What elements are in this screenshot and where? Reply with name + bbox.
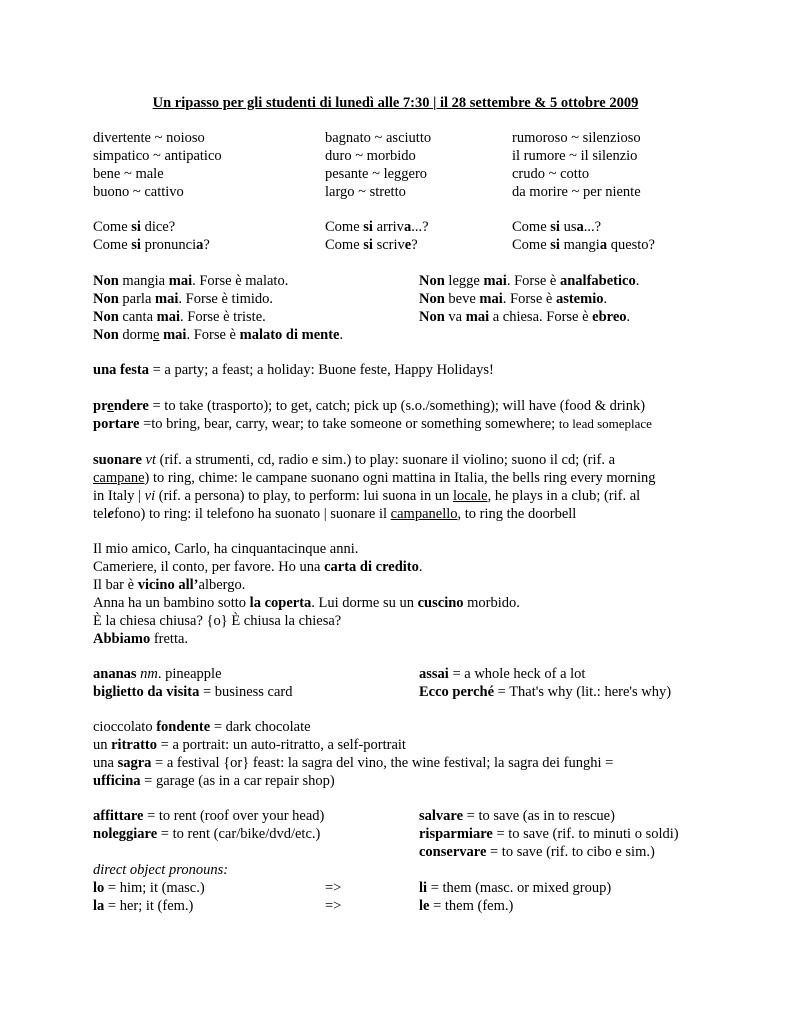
- sentence: Il bar è vicino all’albergo.: [93, 577, 246, 593]
- vocab-entry: una sagra = a festival {or} feast: la sagra del vino, the wine festival; la sagra dei funghi =: [93, 755, 614, 771]
- arrow-symbol: =>: [325, 880, 342, 896]
- sentence: È la chiesa chiusa? {o} È chiusa la chiesa?: [93, 613, 342, 629]
- non-mai-line: Non beve mai. Forse è astemio.: [419, 291, 608, 307]
- come-si-line: Come si pronuncia?: [93, 237, 210, 253]
- non-mai-line: Non legge mai. Forse è analfabetico.: [419, 273, 640, 289]
- come-si-line: Come si usa...?: [512, 219, 602, 235]
- antonym-pair: rumoroso ~ silenzioso: [512, 130, 641, 146]
- verb-entry: conservare = to save (rif. to cibo e sim.): [419, 844, 655, 860]
- non-mai-line: Non va mai a chiesa. Forse è ebreo.: [419, 309, 631, 325]
- antonym-pair: crudo ~ cotto: [512, 166, 590, 182]
- antonym-pair: da morire ~ per niente: [512, 184, 641, 200]
- vocab-entry: cioccolato fondente = dark chocolate: [93, 719, 311, 735]
- vocab-entry: biglietto da visita = business card: [93, 684, 293, 700]
- non-mai-line: Non mangia mai. Forse è malato.: [93, 273, 289, 289]
- come-si-line: Come si mangia questo?: [512, 237, 655, 253]
- verb-entry: salvare = to save (as in to rescue): [419, 808, 615, 824]
- arrow-symbol: =>: [325, 898, 342, 914]
- page-title: Un ripasso per gli studenti di lunedì alle 7:30 | il 28 settembre & 5 ottobre 2009: [152, 95, 639, 111]
- verb-entry: affittare = to rent (roof over your head): [93, 808, 325, 824]
- antonym-pair: il rumore ~ il silenzio: [512, 148, 638, 164]
- suonare-line: telefono) to ring: il telefono ha suonato | suonare il campanello, to ring the doorbell: [93, 506, 577, 522]
- non-mai-line: Non canta mai. Forse è triste.: [93, 309, 266, 325]
- verb-entry: noleggiare = to rent (car/bike/dvd/etc.): [93, 826, 321, 842]
- sentence: Cameriere, il conto, per favore. Ho una carta di credito.: [93, 559, 423, 575]
- verb-entry: risparmiare = to save (rif. to minuti o soldi): [419, 826, 679, 842]
- pronoun-entry: la = her; it (fem.): [93, 898, 194, 914]
- vocab-entry: ufficina = garage (as in a car repair shop): [93, 773, 335, 789]
- festa-definition: una festa = a party; a feast; a holiday: Buone feste, Happy Holidays!: [93, 362, 494, 378]
- come-si-line: Come si dice?: [93, 219, 176, 235]
- antonym-pair: pesante ~ leggero: [325, 166, 428, 182]
- vocab-entry: assai = a whole heck of a lot: [419, 666, 586, 682]
- suonare-line: suonare vt (rif. a strumenti, cd, radio e sim.) to play: suonare il violino; suono il cd; (rif. a: [93, 452, 616, 468]
- sentence: Abbiamo fretta.: [93, 631, 189, 647]
- vocab-entry: Ecco perché = That's why (lit.: here's why): [419, 684, 672, 700]
- suonare-line: in Italy | vi (rif. a persona) to play, to perform: lui suona in un locale, he plays in a club; (rif. al: [93, 488, 641, 504]
- antonym-pair: simpatico ~ antipatico: [93, 148, 222, 164]
- pronoun-entry: li = them (masc. or mixed group): [419, 880, 612, 896]
- come-si-line: Come si arriva...?: [325, 219, 429, 235]
- pronoun-entry: lo = him; it (masc.): [93, 880, 205, 896]
- come-si-line: Come si scrive?: [325, 237, 418, 253]
- pronouns-heading: direct object pronouns:: [93, 862, 229, 878]
- antonym-pair: divertente ~ noioso: [93, 130, 205, 146]
- antonym-pair: bagnato ~ asciutto: [325, 130, 432, 146]
- antonym-pair: buono ~ cattivo: [93, 184, 184, 200]
- antonym-pair: largo ~ stretto: [325, 184, 406, 200]
- vocab-entry: un ritratto = a portrait: un auto-ritratto, a self-portrait: [93, 737, 406, 753]
- sentence: Anna ha un bambino sotto la coperta. Lui dorme su un cuscino morbido.: [93, 595, 520, 611]
- pronoun-entry: le = them (fem.): [419, 898, 514, 914]
- antonym-pair: duro ~ morbido: [325, 148, 416, 164]
- sentence: Il mio amico, Carlo, ha cinquantacinque anni.: [93, 541, 359, 557]
- prendere-definition: prendere = to take (trasporto); to get, catch; pick up (s.o./something); will have (food & drink): [93, 398, 646, 414]
- non-mai-line: Non dorme mai. Forse è malato di mente.: [93, 327, 344, 343]
- non-mai-line: Non parla mai. Forse è timido.: [93, 291, 274, 307]
- vocab-entry: ananas nm. pineapple: [93, 666, 222, 682]
- suonare-line: campane) to ring, chime: le campane suonano ogni mattina in Italia, the bells ring every morning: [93, 470, 656, 486]
- portare-definition: portare =to bring, bear, carry, wear; to take someone or something somewhere; to lead someplace: [93, 416, 652, 432]
- antonym-pair: bene ~ male: [93, 166, 164, 182]
